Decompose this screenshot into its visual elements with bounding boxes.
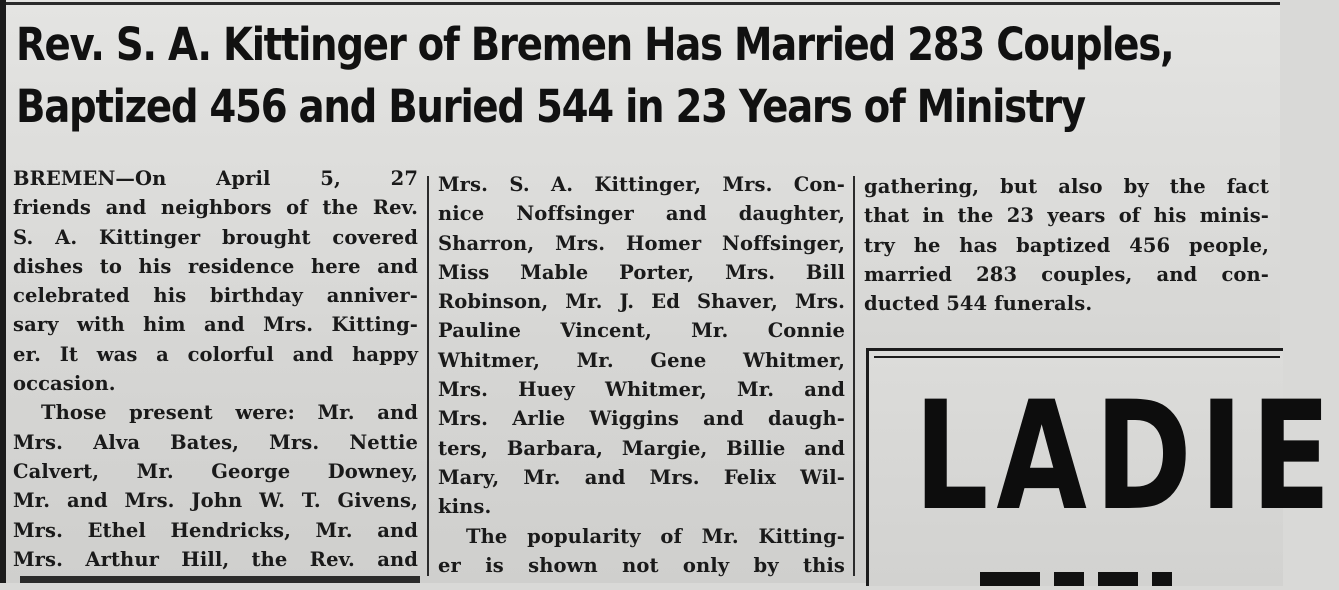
text-line: ters, Barbara, Margie, Billie and — [438, 436, 845, 460]
text-line: BREMEN—On April 5, 27 — [13, 167, 418, 190]
text-line: friends and neighbors of the Rev. — [13, 196, 418, 220]
text-line: ducted 544 funerals. — [864, 292, 1093, 316]
text-line: occasion. — [13, 372, 116, 396]
text-line: Pauline Vincent, Mr. Connie — [438, 319, 845, 343]
text-line: gathering, but also by the fact — [864, 175, 1269, 198]
text-line: try he has baptized 456 people, — [864, 233, 1269, 257]
text-line: Whitmer, Mr. Gene Whitmer, — [438, 348, 845, 372]
cropped-bottom-rule — [20, 576, 420, 583]
headline-line-1: Rev. S. A. Kittinger of Bremen Has Married 283 Couples, — [16, 18, 1174, 71]
text-line: married 283 couples, and con- — [864, 262, 1269, 286]
text-line: S. A. Kittinger brought covered — [13, 225, 418, 249]
text-line: celebrated his birthday anniver- — [13, 284, 418, 308]
text-line: dishes to his residence here and — [13, 254, 418, 278]
text-line: Mrs. Ethel Hendricks, Mr. and — [13, 518, 418, 542]
text-line: er. It was a colorful and happy — [13, 342, 418, 366]
article-column-3 — [864, 172, 1269, 318]
headline-line-2: Baptized 456 and Buried 544 in 23 Years of Ministry — [16, 80, 1085, 133]
text-line: Miss Mable Porter, Mrs. Bill — [438, 260, 845, 284]
text-line: Those present were: Mr. and — [41, 401, 418, 425]
column-divider — [853, 176, 855, 576]
text-line: The popularity of Mr. Kitting- — [466, 524, 845, 548]
text-line: Mr. and Mrs. John W. T. Givens, — [13, 489, 418, 513]
text-line: kins. — [438, 495, 492, 519]
text-line: Sharron, Mrs. Homer Noffsinger, — [438, 231, 845, 255]
advertisement-cropped-text — [980, 566, 1280, 583]
text-line: Mrs. Alva Bates, Mrs. Nettie — [13, 430, 418, 454]
text-line: Calvert, Mr. George Downey, — [13, 459, 418, 483]
text-line: that in the 23 years of his minis- — [864, 204, 1269, 228]
top-rule — [0, 2, 1280, 5]
text-line: Mrs. Huey Whitmer, Mr. and — [438, 378, 845, 402]
left-edge-border — [0, 0, 6, 583]
text-line: er is shown not only by this — [438, 553, 845, 577]
advertisement-headline: LADIE — [914, 370, 1339, 544]
article-headline — [16, 14, 1174, 138]
advertisement-rule — [874, 356, 1280, 358]
article-column-1 — [13, 164, 418, 574]
text-line: Mary, Mr. and Mrs. Felix Wil- — [438, 465, 845, 489]
text-line: nice Noffsinger and daughter, — [438, 202, 845, 226]
text-line: Mrs. Arthur Hill, the Rev. and — [13, 547, 418, 571]
article-column-2 — [438, 170, 845, 580]
text-line: Mrs. S. A. Kittinger, Mrs. Con- — [438, 173, 845, 196]
text-line: Robinson, Mr. J. Ed Shaver, Mrs. — [438, 290, 845, 314]
column-divider — [427, 176, 429, 576]
text-line: Mrs. Arlie Wiggins and daugh- — [438, 407, 845, 431]
text-line: sary with him and Mrs. Kitting- — [13, 313, 418, 337]
